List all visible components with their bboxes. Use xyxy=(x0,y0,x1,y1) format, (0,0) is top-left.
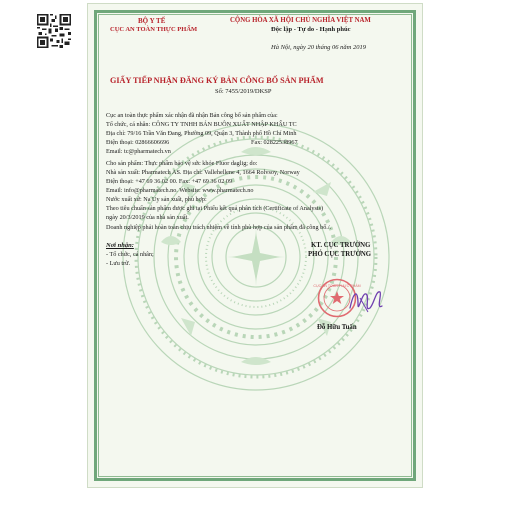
document-number: Số: 7455/2019/DKSP xyxy=(215,88,272,95)
place-and-date: Hà Nội, ngày 20 tháng 06 năm 2019 xyxy=(271,44,366,51)
manufacturer-phone-line: Điện thoại: +47 69 36 02 00. Fax: +47 69 36 02 09 xyxy=(106,178,233,185)
recipient-item: - Lưu trữ. xyxy=(106,260,131,267)
national-motto: Độc lập - Tự do - Hạnh phúc xyxy=(271,26,351,33)
standard-line-1: Theo tiêu chuẩn sản phẩm được ghi tại Phiếu kết quả phân tích (Certificate of Analysis) xyxy=(106,205,324,212)
email-line: Email: tc@pharmatech.vn xyxy=(106,148,171,155)
phone-line: Điện thoại: 02866606696 xyxy=(106,139,170,146)
republic-name: CỘNG HÒA XÃ HỘI CHỦ NGHĨA VIỆT NAM xyxy=(230,17,371,24)
certificate-document xyxy=(87,3,423,488)
product-line: Cho sản phẩm: Thực phẩm bảo vệ sức khỏe Fluor daglig; do: xyxy=(106,160,258,167)
handwritten-signature xyxy=(346,284,386,318)
agency-name: CỤC AN TOÀN THỰC PHẨM xyxy=(110,26,198,33)
recipient-item: - Tổ chức, cá nhân; xyxy=(106,251,154,258)
signature-for: KT. CỤC TRƯỞNG xyxy=(311,242,371,249)
signature-role: PHÓ CỤC TRƯỞNG xyxy=(308,251,372,258)
manufacturer-line: Nhà sản xuất: Pharmatech AS. Địa chỉ: Vallehellene 4, 1664 Rolvsoy, Norway xyxy=(106,169,300,176)
qr-code-icon xyxy=(37,14,71,48)
standard-line-2: ngày 20/3/2019 của nhà sản xuất. xyxy=(106,214,189,221)
signer-name: Đỗ Hữu Tuấn xyxy=(317,324,357,331)
ministry-name: BỘ Y TẾ xyxy=(138,17,166,25)
fax-line: Fax: 02822538967 xyxy=(251,139,298,146)
responsibility-line: Doanh nghiệp phải hoàn toàn chịu trách nhiệm về tính phù hợp của sản phẩm đã công bố./. xyxy=(106,224,332,231)
address-line: Địa chỉ: 79/16 Trần Văn Đang, Phường 09, Quận 3, Thành phố Hồ Chí Minh xyxy=(106,130,297,137)
origin-line: Nước xuất xứ: Na Uy sản xuất, phù hợp: xyxy=(106,196,207,203)
organization-line: Tổ chức, cá nhân: CÔNG TY TNHH BÁN BUÔN XUẤT NHẬP KHẨU TC xyxy=(106,121,297,128)
stamp-text: CỤC AN TOÀN THỰC PHẨM xyxy=(313,284,361,288)
recipients-heading: Nơi nhận: xyxy=(106,242,134,249)
document-title: GIẤY TIẾP NHẬN ĐĂNG KÝ BẢN CÔNG BỐ SẢN PHẨM xyxy=(110,76,324,85)
intro-text: Cục an toàn thực phẩm xác nhận đã nhận Bản công bố sản phẩm của: xyxy=(106,112,278,119)
manufacturer-email-line: Email: info@pharmatech.no. Website: www.pharmatech.no xyxy=(106,187,254,194)
